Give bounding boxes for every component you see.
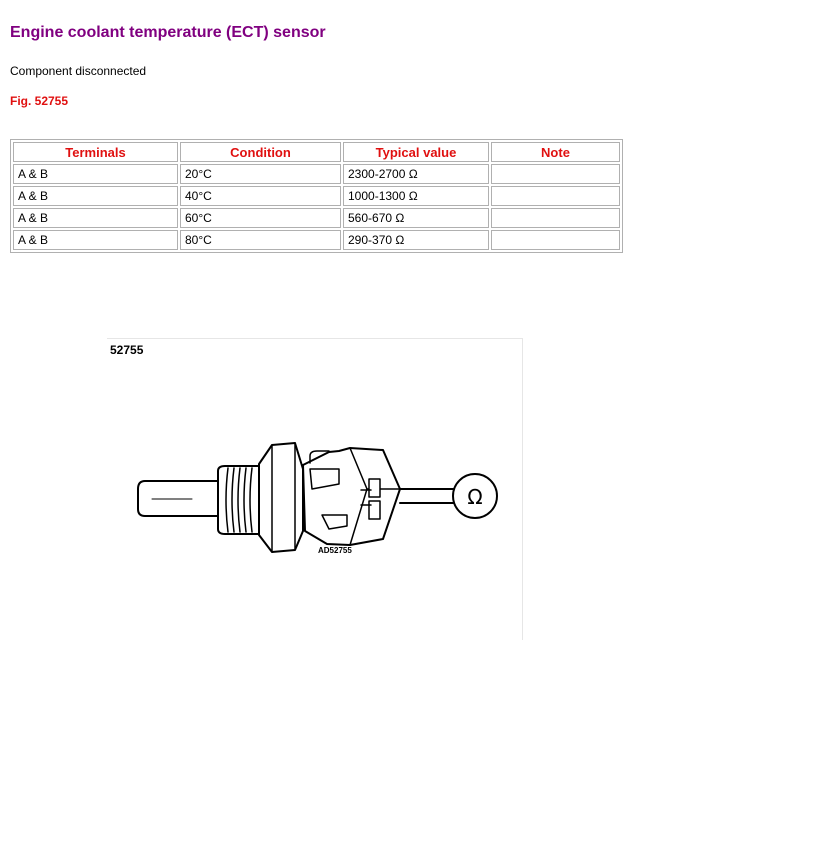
cell-condition: 20°C — [180, 164, 341, 184]
figure-code: AD52755 — [318, 546, 352, 555]
cell-condition: 40°C — [180, 186, 341, 206]
ect-sensor-illustration — [107, 339, 523, 641]
header-condition: Condition — [180, 142, 341, 162]
cell-terminals: A & B — [13, 164, 178, 184]
cell-typical-value: 1000-1300 Ω — [343, 186, 489, 206]
table-row — [13, 186, 620, 206]
cell-note — [491, 208, 620, 228]
cell-terminals: A & B — [13, 230, 178, 250]
connector-housing — [303, 448, 400, 545]
ohm-symbol-icon: Ω — [467, 485, 483, 509]
component-status: Component disconnected — [10, 64, 147, 78]
table-row — [13, 208, 620, 228]
header-note: Note — [491, 142, 620, 162]
cell-typical-value: 2300-2700 Ω — [343, 164, 489, 184]
header-typical-value: Typical value — [343, 142, 489, 162]
cell-typical-value: 560-670 Ω — [343, 208, 489, 228]
cell-terminals: A & B — [13, 208, 178, 228]
terminal-pin-upper — [369, 479, 380, 497]
table-row — [13, 164, 620, 184]
header-terminals: Terminals — [13, 142, 178, 162]
table-header-row — [13, 142, 620, 162]
table-row — [13, 230, 620, 250]
cell-terminals: A & B — [13, 186, 178, 206]
cell-condition: 60°C — [180, 208, 341, 228]
sensor-hex-nut — [259, 443, 303, 552]
cell-condition: 80°C — [180, 230, 341, 250]
page-title: Engine coolant temperature (ECT) sensor — [10, 24, 326, 41]
cell-note — [491, 164, 620, 184]
specification-table — [10, 139, 623, 253]
figure-number: 52755 — [110, 343, 144, 357]
cell-note — [491, 230, 620, 250]
cell-note — [491, 186, 620, 206]
sensor-figure — [107, 338, 523, 640]
figure-reference: Fig. 52755 — [10, 94, 69, 108]
terminal-pin-lower — [369, 501, 380, 519]
cell-typical-value: 290-370 Ω — [343, 230, 489, 250]
